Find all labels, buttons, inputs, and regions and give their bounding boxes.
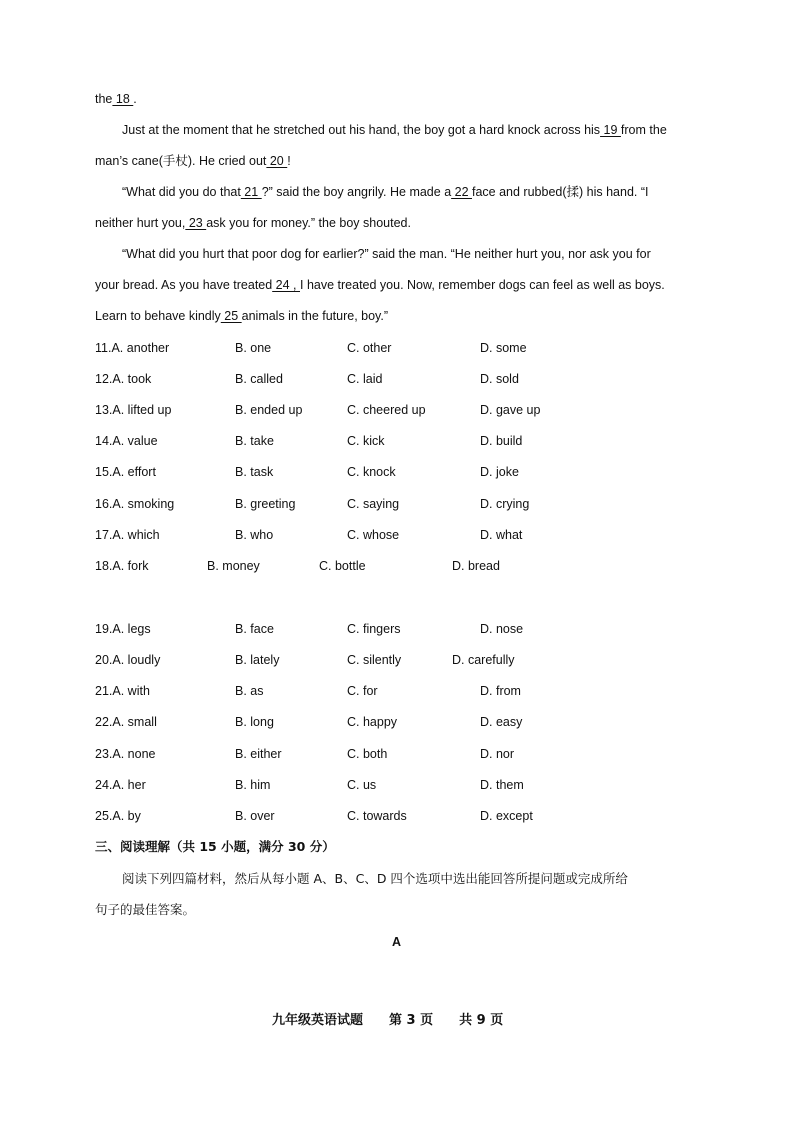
- section-instruction-1: 阅读下列四篇材料，然后从每小题 A、B、C、D 四个选项中选出能回答所提问题或完成所给: [122, 871, 628, 886]
- option-c: C. bottle: [319, 559, 366, 573]
- section-heading: 三、阅读理解（共 15 小题，满分 30 分）: [95, 839, 335, 854]
- option-d: D. build: [480, 434, 523, 448]
- option-b: B. who: [235, 528, 274, 542]
- passage-line-2: Just at the moment that he stretched out his hand, the boy got a hard knock across his 19 from the: [122, 123, 667, 137]
- option-b: B. lately: [235, 653, 280, 667]
- option-c: C. us: [347, 778, 377, 792]
- option-b: B. face: [235, 622, 274, 636]
- option-c: C. whose: [347, 528, 400, 542]
- option-d: D. carefully: [452, 653, 515, 667]
- question-number: 18.: [95, 559, 113, 573]
- question-12-option-a: [95, 371, 151, 387]
- question-number: 13.: [95, 403, 113, 417]
- option-d: D. some: [480, 341, 527, 355]
- question-number: 15.: [95, 465, 113, 479]
- question-number: 11.: [95, 341, 112, 355]
- question-13-option-a: [95, 402, 171, 418]
- passage-line-8: Learn to behave kindly 25 animals in the future, boy.”: [95, 309, 389, 323]
- question-number: 20.: [95, 653, 113, 667]
- blank-20: 20: [266, 154, 288, 168]
- option-text: A. small: [112, 715, 157, 729]
- question-number: 16.: [95, 497, 113, 511]
- question-19-option-a: [95, 621, 151, 637]
- option-c: C. laid: [347, 372, 383, 386]
- option-text: A. lifted up: [112, 403, 172, 417]
- option-b: B. money: [207, 559, 260, 573]
- option-text: A. by: [112, 809, 141, 823]
- blank-24: 24 ,: [272, 278, 300, 292]
- option-d: D. except: [480, 809, 533, 823]
- option-b: B. long: [235, 715, 274, 729]
- blank-22: 22: [451, 185, 472, 199]
- blank-23: 23: [185, 216, 207, 230]
- option-c: C. for: [347, 684, 378, 698]
- passage-line-5: neither hurt you, 23 ask you for money.” the boy shouted.: [95, 216, 411, 230]
- option-text: A. smoking: [112, 497, 175, 511]
- question-11-option-a: [95, 340, 169, 356]
- question-number: 24.: [95, 778, 113, 792]
- option-d: D. joke: [480, 465, 519, 479]
- passage-line-4: “What did you do that 21 ?” said the boy angrily. He made a 22 face and rubbed(揉) his hand. “I: [122, 185, 649, 199]
- question-number: 12.: [95, 372, 113, 386]
- question-23-option-a: [95, 746, 155, 762]
- option-b: B. over: [235, 809, 275, 823]
- option-b: B. as: [235, 684, 264, 698]
- option-d: D. bread: [452, 559, 500, 573]
- option-text: A. with: [112, 684, 150, 698]
- option-b: B. greeting: [235, 497, 296, 511]
- option-d: D. what: [480, 528, 523, 542]
- question-number: 25.: [95, 809, 113, 823]
- option-c: C. fingers: [347, 622, 401, 636]
- question-22-option-a: [95, 714, 157, 730]
- option-d: D. from: [480, 684, 521, 698]
- option-text: A. none: [112, 747, 156, 761]
- question-number: 14.: [95, 434, 113, 448]
- option-c: C. both: [347, 747, 388, 761]
- question-number: 23.: [95, 747, 113, 761]
- option-text: A. legs: [112, 622, 151, 636]
- blank-19: 19: [600, 123, 621, 137]
- option-d: D. crying: [480, 497, 530, 511]
- blank-25: 25: [220, 309, 242, 323]
- option-c: C. other: [347, 341, 392, 355]
- option-c: C. happy: [347, 715, 398, 729]
- option-text: A. loudly: [112, 653, 161, 667]
- question-number: 17.: [95, 528, 113, 542]
- question-number: 21.: [95, 684, 113, 698]
- passage-line-3: man’s cane(手杖). He cried out 20 !: [95, 154, 291, 168]
- option-c: C. cheered up: [347, 403, 426, 417]
- question-15-option-a: [95, 464, 156, 480]
- option-d: D. sold: [480, 372, 519, 386]
- option-c: C. towards: [347, 809, 407, 823]
- question-25-option-a: [95, 808, 141, 824]
- option-d: D. them: [480, 778, 524, 792]
- question-17-option-a: [95, 527, 160, 543]
- option-c: C. silently: [347, 653, 402, 667]
- option-d: D. gave up: [480, 403, 541, 417]
- question-18-option-a: [95, 558, 149, 574]
- option-b: B. ended up: [235, 403, 303, 417]
- option-d: D. easy: [480, 715, 523, 729]
- option-b: B. either: [235, 747, 282, 761]
- passage-line-1: the 18 .: [95, 92, 137, 106]
- question-14-option-a: [95, 433, 158, 449]
- option-b: B. one: [235, 341, 272, 355]
- option-d: D. nor: [480, 747, 515, 761]
- option-text: A. fork: [112, 559, 149, 573]
- option-text: A. value: [112, 434, 158, 448]
- option-b: B. take: [235, 434, 274, 448]
- option-b: B. task: [235, 465, 274, 479]
- question-20-option-a: [95, 652, 160, 668]
- blank-21: 21: [240, 185, 262, 199]
- option-text: A. which: [112, 528, 160, 542]
- question-number: 19.: [95, 622, 113, 636]
- option-d: D. nose: [480, 622, 524, 636]
- blank-18: 18: [112, 92, 134, 106]
- part-label: A: [392, 935, 402, 949]
- option-text: A. her: [112, 778, 146, 792]
- option-c: C. kick: [347, 434, 385, 448]
- question-number: 22.: [95, 715, 113, 729]
- option-c: C. saying: [347, 497, 400, 511]
- option-text: A. effort: [112, 465, 156, 479]
- option-text: A. took: [112, 372, 152, 386]
- option-b: B. him: [235, 778, 271, 792]
- passage-line-7: your bread. As you have treated 24 , I have treated you. Now, remember dogs can feel as well as boys.: [95, 278, 665, 292]
- question-21-option-a: [95, 683, 150, 699]
- option-c: C. knock: [347, 465, 396, 479]
- question-16-option-a: [95, 496, 174, 512]
- passage-line-6: “What did you hurt that poor dog for earlier?” said the man. “He neither hurt you, nor ask you for: [122, 247, 651, 261]
- question-24-option-a: [95, 777, 146, 793]
- option-text: A. another: [111, 341, 170, 355]
- section-instruction-2: 句子的最佳答案。: [95, 902, 196, 917]
- option-b: B. called: [235, 372, 283, 386]
- page-footer: 九年级英语试题 第 3 页 共 9 页: [272, 1013, 504, 1028]
